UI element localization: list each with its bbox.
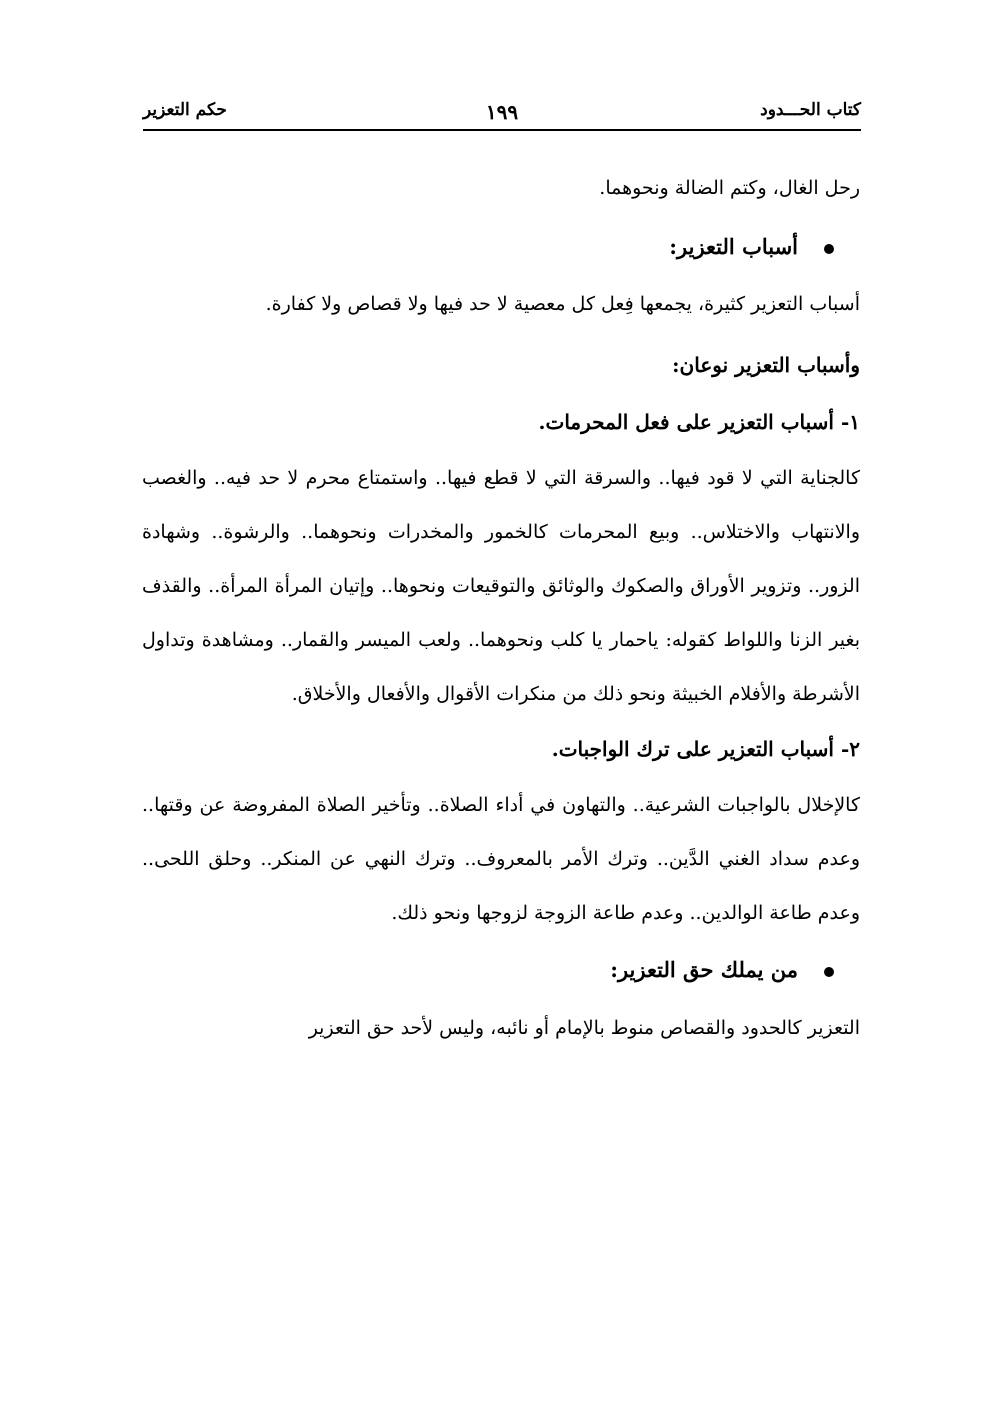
- causes-paragraph: أسباب التعزير كثيرة، يجمعها فِعل كل معصية لا حد فيها ولا قصاص ولا كفارة.: [265, 293, 860, 315]
- page-header: [143, 100, 861, 130]
- book-title: كتاب الحـــدود: [760, 100, 861, 120]
- heading-causes: [142, 217, 860, 277]
- type2-title: ٢- أسباب التعزير على ترك الواجبات.: [551, 737, 860, 761]
- header-divider: [143, 129, 861, 131]
- type1-paragraph: كالجناية التي لا قود فيها.. والسرقة التي لا قطع فيها.. واستمتاع محرم لا حد فيه.. والغصب والانتهاب والاختلاس.. وبيع المحرمات كالخمور والمخدرات ونحوهما.. والرشوة.. وشهادة الزور.. وتزوير الأوراق والصكوك والوثائق والتوقيعات ونحوها.. وإتيان المرأة المرأة.. والقذف بغير الزنا واللواط كقوله: ياحمار يا كلب ونحوهما.. ولعب الميسر والقمار.. ومشاهدة وتداول الأشرطة والأفلام الخبيثة ونحو ذلك من منكرات الأقوال والأفعال والأخلاق.: [142, 467, 860, 705]
- type2-paragraph: كالإخلال بالواجبات الشرعية.. والتهاون في أداء الصلاة.. وتأخير الصلاة المفروضة عن وقتها.. وعدم سداد الغني الدَّين.. وترك الأمر بالمعروف.. وترك النهي عن المنكر.. وحلق اللحى.. وعدم طاعة الوالدين.. وعدم طاعة الزوجة لزوجها ونحو ذلك.: [142, 794, 860, 924]
- page-body: [142, 160, 860, 1057]
- type1-title: ١- أسباب التعزير على فعل المحرمات.: [538, 410, 860, 434]
- section-title: حكم التعزير: [143, 100, 227, 120]
- bullet-icon: [824, 244, 834, 254]
- heading-causes-text: أسباب التعزير:: [669, 234, 798, 259]
- bullet-icon: [824, 967, 834, 977]
- intro-line: رحل الغال، وكتم الضالة ونحوهما.: [599, 177, 860, 199]
- heading-authority-text: من يملك حق التعزير:: [610, 957, 798, 982]
- page-number: ١٩٩: [485, 100, 519, 124]
- heading-authority: [142, 940, 860, 1000]
- causes-types: وأسباب التعزير نوعان:: [672, 353, 860, 377]
- authority-line: التعزير كالحدود والقصاص منوط بالإمام أو نائبه، وليس لأحد حق التعزير: [308, 1017, 860, 1039]
